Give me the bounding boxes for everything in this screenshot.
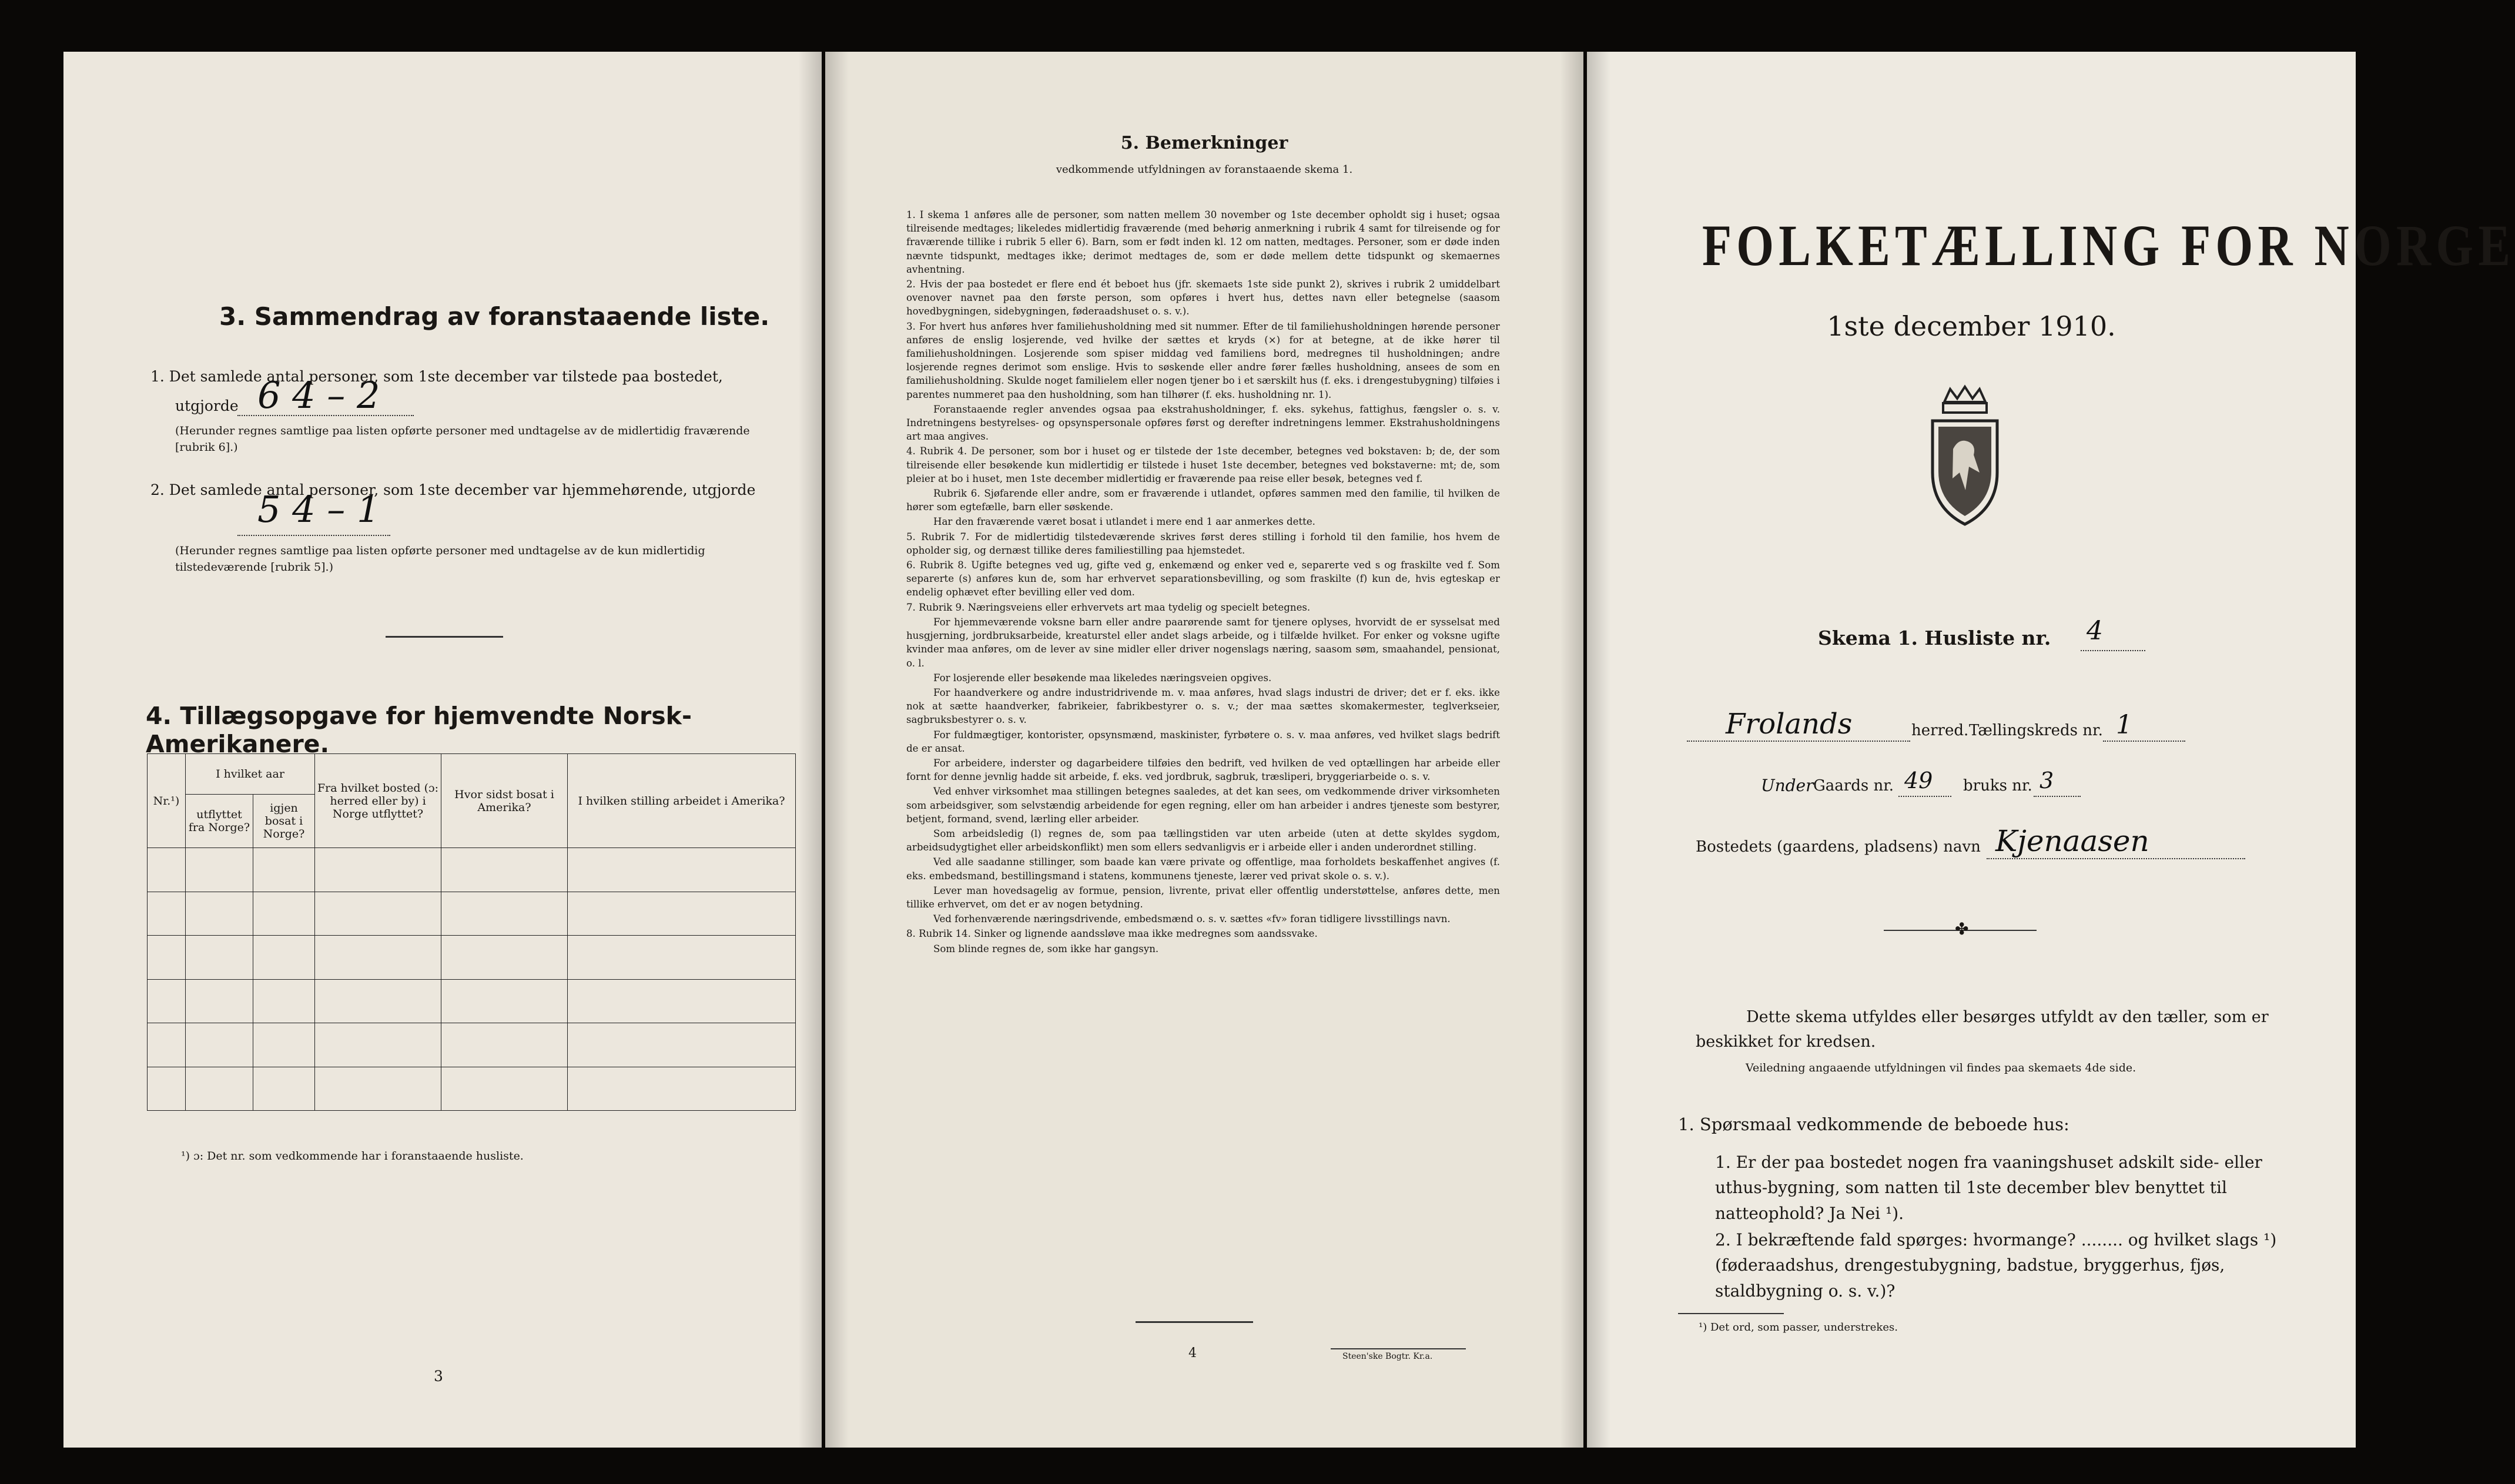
herred-value: Frolands [1726,708,1853,741]
footnote: ¹) Det ord, som passer, understrekes. [1699,1321,1898,1334]
kreds-value: 1 [2116,710,2132,740]
norsk-amerikanere-table [147,753,796,1111]
printer-mark: Steen'ske Bogtr. Kr.a. [1342,1352,1433,1361]
census-title: FOLKETÆLLING FOR NORGE [1702,213,2515,278]
remark-paragraph: For haandverkere og andre industridrivende m. v. maa anføres, hvad slags industri de driver; det er f. eks. ikke nok at sætte haandverker, fabrikeier, fabrikbestyrer o. s. v.; der maa sættes skomakermester, teglverkseier, sagbruksbestyrer o. s. v. [906,686,1500,726]
question-2: 2. I bekræftende fald spørges: hvormange? ........ og hvilket slags ¹) (føderaadshus, drengestubygning, badstue, bryggerhus, fjøs, staldbygning o. s. v.)? [1715,1230,2277,1301]
census-date: 1ste december 1910. [1827,310,2116,342]
gaards-prefix: Under [1761,776,1814,795]
col-nr: Nr.¹) [148,754,186,848]
bosted-label: Bostedets (gaardens, pladsens) navn [1696,838,1981,856]
item1-text: 1. Det samlede antal personer, som 1ste december var tilstede paa bostedet, [150,368,723,385]
skema-label: Skema 1. Husliste nr. [1818,627,2051,649]
bruks-value: 3 [2040,768,2054,793]
col-utflyttet: utflyttet fra Norge? [186,795,253,848]
page-number: 4 [1188,1346,1197,1361]
page-left [63,52,822,1448]
table-row [148,848,796,892]
gaards-value: 49 [1904,768,1933,793]
remark-paragraph: Har den fraværende været bosat i utlandet i mere end 1 aar anmerkes dette. [933,516,1315,528]
item2-text: 2. Det samlede antal personer, som 1ste december var hjemmehørende, utgjorde [150,481,756,498]
remark-paragraph: 4. Rubrik 4. De personer, som bor i huset og er tilstede der 1ste december, betegnes ved bokstaven: b; de, der som tilreisende eller besøkende kun midlertidig er tilstede i huset 1ste december, betegnes ved bokstaverne: mt; de, som pleier at bo i huset, men 1ste december midlertidig er fraværende paa reise eller besøk, betegnes ved f. [906,445,1500,484]
ornament-icon: ✤ [1955,919,1969,939]
page-middle [825,52,1583,1448]
remark-paragraph: Foranstaaende regler anvendes ogsaa paa ekstrahusholdninger, f. eks. sykehus, fattighus, fængsler o. s. v. Indretningens bestyrelses- og opsynspersonale opføres først og derefter indretningens lemmer. Ekstrahusholdningens art maa angives. [906,403,1500,443]
bruks-label: bruks nr. [1963,777,2032,795]
herred-label: herred. [1911,722,1969,739]
table-row [148,1067,796,1111]
remark-paragraph: Rubrik 6. Sjøfarende eller andre, som er fraværende i utlandet, opføres sammen med den familie, til hvilken de hører som egtefælle, barn eller søskende. [906,488,1500,513]
instruction-text: Dette skema utfyldes eller besørges utfyldt av den tæller, som er beskikket for kredsen. [1696,1008,2269,1051]
col-hvor-sidst: Hvor sidst bosat i Amerika? [441,754,568,848]
remarks-subtitle: vedkommende utfyldningen av foranstaaende skema 1. [1056,163,1353,176]
remarks-title: 5. Bemerkninger [1120,133,1288,153]
table-row [148,892,796,936]
page-number: 3 [434,1368,443,1385]
divider [1136,1321,1253,1323]
remark-paragraph: Ved enhver virksomhet maa stillingen betegnes saaledes, at det kan sees, om vedkommende driver virksomheten som arbeidsgiver, som selvstændig arbeidende for egen regning, eller om han arbeider i andres tjeneste som bestyrer, betjent, formand, svend, lærling eller arbeider. [906,786,1500,825]
veiledning-text: Veiledning angaaende utfyldningen vil findes paa skemaets 4de side. [1746,1061,2136,1074]
item2-note: (Herunder regnes samtlige paa listen opførte personer med undtagelse av de kun midlertidig tilstedeværende [rubrik 5].) [175,544,705,574]
section3-title: 3. Sammendrag av foranstaaende liste. [219,302,770,331]
remark-paragraph: 7. Rubrik 9. Næringsveiens eller erhvervets art maa tydelig og specielt betegnes. [906,601,1311,613]
section4-title: 4. Tillægsopgave for hjemvendte Norsk-Amerikanere. [146,702,692,758]
col-stilling: I hvilken stilling arbeidet i Amerika? [568,754,796,848]
remark-paragraph: 3. For hvert hus anføres hver familiehusholdning med sit nummer. Efter de til familiehusholdningen hørende personer anføres de enslig losjerende, ved hvilke der sættes et kryds (×) for at betegne, at de ikke hører til familiehusholdningen. Losjerende som spiser middag ved familiens bord, medregnes til husholdningen; andre losjerende regnes derimot som enslige. Hvis to søskende eller andre fører fælles husholdning, ansees de som en familiehusholdning. Skulde noget familielem eller nogen tjener bo i et særskilt hus (f. eks. i drengestubygning) tilføies i parentes nummeret paa den husholdning, som han tilhører (f. eks. husholdning nr. 1). [906,320,1500,400]
remark-paragraph: 6. Rubrik 8. Ugifte betegnes ved ug, gifte ved g, enkemænd og enker ved e, separerte ved s og fraskilte ved f. Som separerte (s) anføres kun de, som har erhvervet separationsbevilling, og som fraskilte (f) kun de, hvis egteskap er endelig ophævet efter bevilling eller ved dom. [906,560,1500,598]
col-igjen: igjen bosat i Norge? [253,795,315,848]
question-1: 1. Er der paa bostedet nogen fra vaaningshuset adskilt side- eller uthus-bygning, som natten til 1ste december blev benyttet til natteophold? Ja Nei ¹). [1715,1153,2262,1223]
questions-heading: 1. Spørsmaal vedkommende de beboede hus: [1678,1114,2069,1134]
remark-paragraph: 5. Rubrik 7. For de midlertidig tilstedeværende skrives først deres stilling i forhold til den familie, hos hvem de opholder sig, og dernæst tillike deres familiestilling paa hjemstedet. [906,531,1500,556]
remark-paragraph: 8. Rubrik 14. Sinker og lignende aandssløve maa ikke medregnes som aandssvake. [906,928,1318,940]
kreds-label: Tællingskreds nr. [1969,722,2103,739]
remark-paragraph: For losjerende eller besøkende maa likeledes næringsveien opgives. [933,672,1272,684]
table-row [148,936,796,980]
table-row [148,979,796,1023]
remark-paragraph: For fuldmægtiger, kontorister, opsynsmænd, maskinister, fyrbøtere o. s. v. maa anføres, ved hvilket slags bedrift de er ansat. [906,729,1500,754]
divider [386,636,503,638]
col-aar: I hvilket aar [186,754,315,795]
remarks-body [906,208,1500,957]
husliste-nr: 4 [2087,616,2103,646]
remark-paragraph: Ved forhenværende næringsdrivende, embedsmænd o. s. v. sættes «fv» foran tidligere livsstillings navn. [933,913,1451,925]
remark-paragraph: 1. I skema 1 anføres alle de personer, som natten mellem 30 november og 1ste december opholdt sig i huset; ogsaa tilreisende medtages; likeledes midlertidig fraværende (med behørig anmerkning i rubrik 4 samt for tilreisende og for fraværende tillike i rubrik 5 eller 6). Barn, som er født inden kl. 12 om natten, medtages. Personer, som er døde inden nævnte tidspunkt, medtages ikke; derimot medtages de, som er døde mellem dette tidspunkt og skemaernes avhentning. [906,209,1500,275]
remark-paragraph: For arbeidere, inderster og dagarbeidere tilføies den bedrift, ved hvilken de ved optællingen har arbeide eller fornt for denne jevnlig hadde sit arbeide, f. eks. ved jordbruk, sagbruk, træsliperi, bryggeriarbeide o. s. v. [906,757,1500,783]
remark-paragraph: Ved alle saadanne stillinger, som baade kan være private og offentlige, maa forholdets beskaffenhet angives (f. eks. embedsmand, bestillingsmand i statens, kommunens tjeneste, lærer ved privat skole o. s. v.). [906,856,1500,882]
item1-value: 6 4 – 2 [257,374,380,417]
footnote: ¹) ɔ: Det nr. som vedkommende har i foranstaaende husliste. [181,1150,524,1163]
bosted-value: Kjenaasen [1995,824,2149,858]
remark-paragraph: 2. Hvis der paa bostedet er flere end ét beboet hus (jfr. skemaets 1ste side punkt 2), skrives i rubrik 2 umiddelbart ovenover navnet paa den første person, som opføres i hvert hus, dettes navn eller betegnelse (saasom hovedbygningen, sidebygningen, føderaadshuset o. s. v.). [906,279,1500,317]
item1-note: (Herunder regnes samtlige paa listen opførte personer med undtagelse av de midlertidig fraværende [rubrik 6].) [175,424,750,454]
gaards-label: Gaards nr. [1813,777,1894,795]
remark-paragraph: Lever man hovedsagelig av formue, pension, livrente, privat eller offentlig understøttelse, anføres dette, men tillike erhvervet, om det er av nogen betydning. [906,885,1500,910]
col-fra-hvilket: Fra hvilket bosted (ɔ: herred eller by) i Norge utflyttet? [315,754,441,848]
coat-of-arms-icon [1927,384,2003,534]
page-right [1587,52,2515,1448]
table-row [148,1023,796,1067]
remark-paragraph: Som arbeidsledig (l) regnes de, som paa tællingstiden var uten arbeide (uten at dette skyldes sygdom, arbeidsudygtighet eller arbeidskonflikt) men som ellers sedvanligvis er i arbeide eller i anden underordnet stilling. [906,828,1500,853]
remark-paragraph: For hjemmeværende voksne barn eller andre paarørende samt for tjenere oplyses, hvorvidt de er sysselsat med husgjerning, jordbruksarbeide, kreaturstel eller andet slags arbeide, og i tilfælde hvilket. For enker og voksne ugifte kvinder maa anføres, om de lever av sine midler eller driver nogenslags næring, saasom søm, smaahandel, pensionat, o. l. [906,616,1500,669]
item1-label: utgjorde [175,397,239,414]
remark-paragraph: Som blinde regnes de, som ikke har gangsyn. [933,943,1159,954]
item2-value: 5 4 – 1 [257,488,380,531]
